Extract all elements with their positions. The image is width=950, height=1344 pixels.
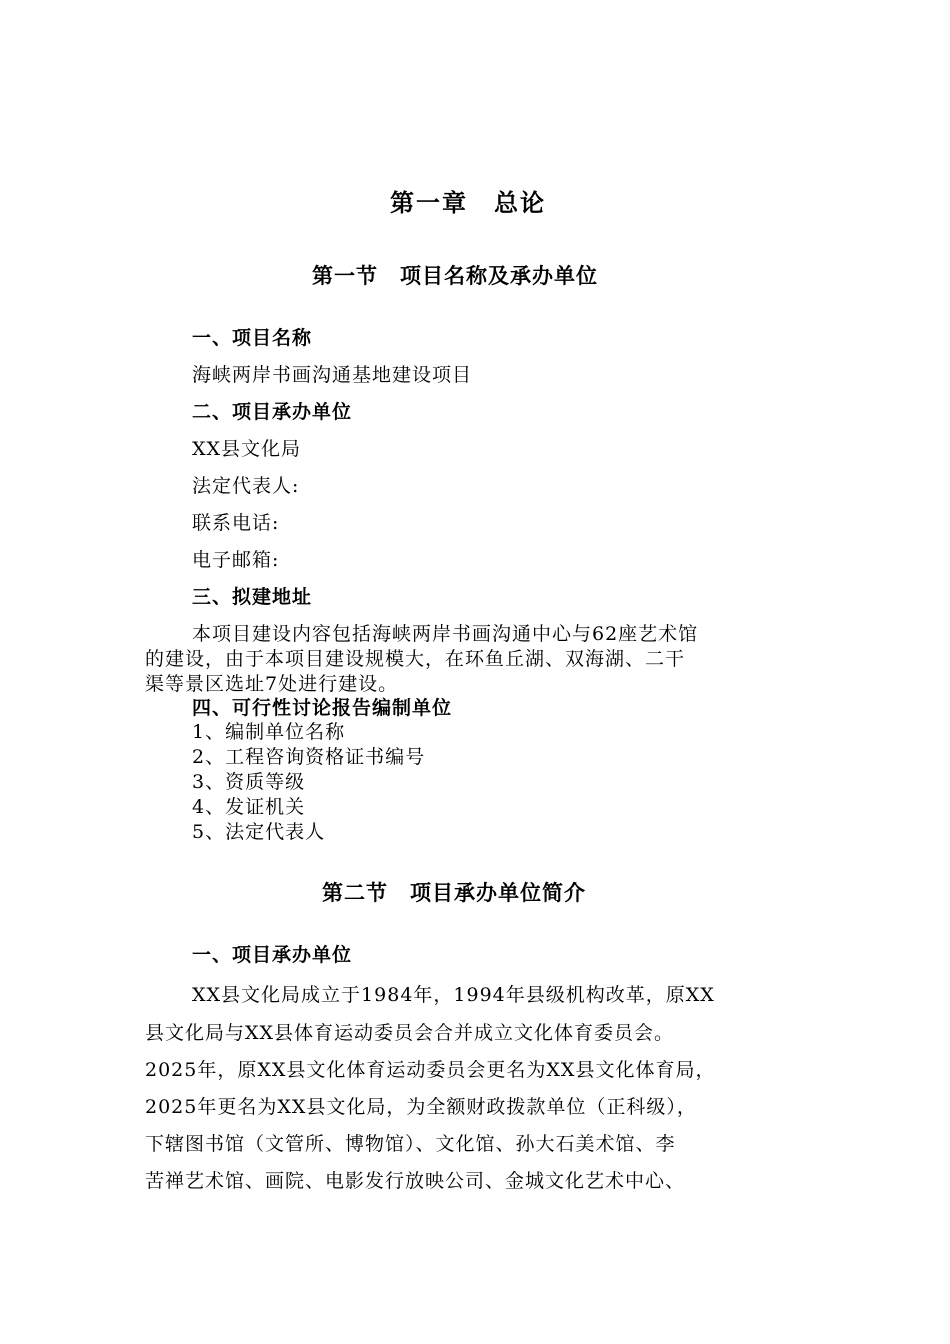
heading-organizer: 二、项目承办单位 [192, 401, 353, 423]
phone-label: 联系电话: [192, 512, 280, 534]
organizer-name: XX县文化局 [192, 438, 302, 460]
chapter-title: 第一章 总论 [390, 188, 546, 217]
heading-report-compiler: 四、可行性讨论报告编制单位 [192, 697, 453, 719]
intro-line: 苦禅艺术馆、画院、电影发行放映公司、金城文化艺术中心、 [145, 1170, 686, 1192]
heading-organizer-intro: 一、项目承办单位 [192, 944, 353, 966]
list-item: 5、法定代表人 [192, 821, 326, 843]
intro-line: 下辖图书馆（文管所、博物馆）、文化馆、孙大石美术馆、李 [145, 1133, 676, 1155]
list-item: 3、资质等级 [192, 771, 306, 793]
address-line: 的建设，由于本项目建设规模大，在环鱼丘湖、双海湖、二干 [145, 648, 686, 670]
heading-site: 三、拟建地址 [192, 586, 313, 608]
heading-project-name: 一、项目名称 [192, 327, 313, 349]
project-name-text: 海峡两岸书画沟通基地建设项目 [192, 364, 473, 386]
list-item: 2、工程咨询资格证书编号 [192, 746, 426, 768]
list-item: 1、编制单位名称 [192, 721, 346, 743]
intro-line: 县文化局与XX县体育运动委员会合并成立文化体育委员会。 [145, 1022, 675, 1044]
email-label: 电子邮箱: [192, 549, 280, 571]
section-title: 第二节 项目承办单位简介 [322, 880, 586, 905]
intro-line: XX县文化局成立于1984年，1994年县级机构改革，原XX [192, 984, 715, 1006]
list-item: 4、发证机关 [192, 796, 306, 818]
legal-representative-label: 法定代表人: [192, 475, 300, 497]
intro-line: 2025年更名为XX县文化局，为全额财政拨款单位（正科级）， [145, 1096, 697, 1118]
address-line: 本项目建设内容包括海峡两岸书画沟通中心与62座艺术馆 [192, 623, 699, 645]
address-line: 渠等景区选址7处进行建设。 [145, 673, 399, 695]
section-title: 第一节 项目名称及承办单位 [312, 263, 598, 288]
intro-line: 2025年，原XX县文化体育运动委员会更名为XX县文化体育局， [145, 1059, 716, 1081]
